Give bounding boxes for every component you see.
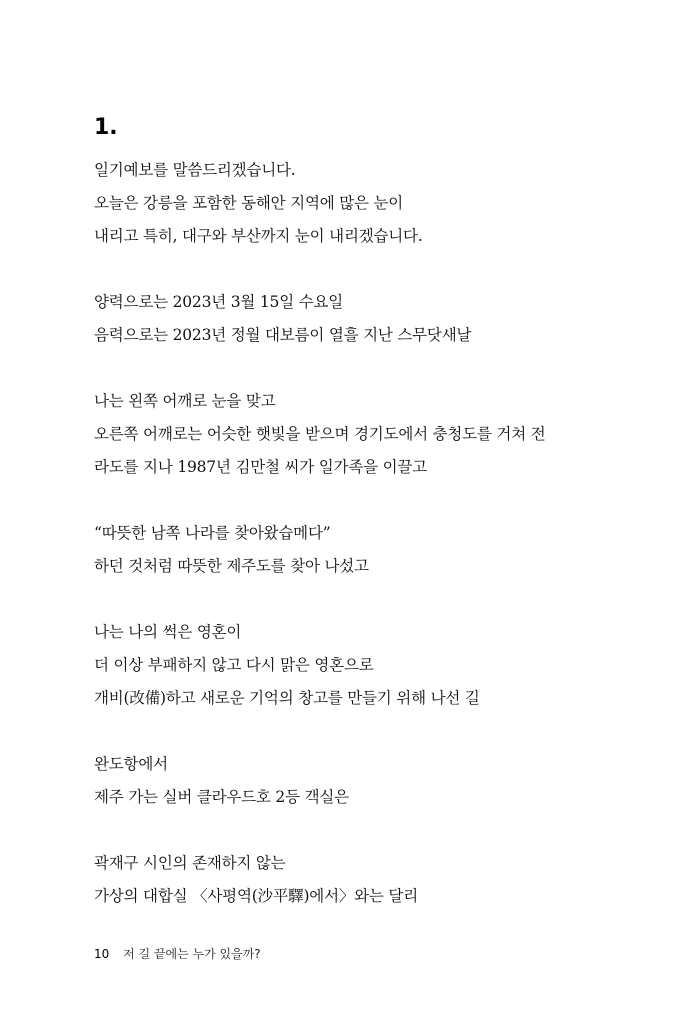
text-line: 오른쪽 어깨로는 어슷한 햇빛을 받으며 경기도에서 충청도를 거쳐 전 — [94, 425, 546, 443]
text-line: 더 이상 부패하지 않고 다시 맑은 영혼으로 — [94, 656, 374, 674]
text-line: 곽재구 시인의 존재하지 않는 — [94, 854, 286, 872]
stanza — [94, 847, 594, 913]
text-line: 하던 것처럼 따뜻한 제주도를 찾아 나섰고 — [94, 557, 369, 575]
text-line: 제주 가는 실버 클라우드호 2등 객실은 — [94, 788, 349, 806]
text-line: 나는 나의 썩은 영혼이 — [94, 623, 242, 641]
text-line: 양력으로는 2023년 3월 15일 수요일 — [94, 293, 344, 311]
text-line: 일기예보를 말씀드리겠습니다. — [94, 161, 296, 179]
text-line: 내리고 특히, 대구와 부산까지 눈이 내리겠습니다. — [94, 227, 423, 245]
text-line: 음력으로는 2023년 정월 대보름이 열흘 지난 스무닷새날 — [94, 326, 472, 344]
section-number: 1. — [94, 115, 118, 140]
text-line: 가상의 대합실 〈사평역(沙平驛)에서〉와는 달리 — [94, 887, 418, 905]
text-line: “따뜻한 남쪽 나라를 찾아왔습메다” — [94, 524, 331, 542]
text-line: 개비(改備)하고 새로운 기억의 창고를 만들기 위해 나선 길 — [94, 689, 480, 707]
stanza — [94, 517, 594, 583]
running-title: 저 길 끝에는 누가 있을까? — [123, 947, 261, 961]
text-line: 나는 왼쪽 어깨로 눈을 맞고 — [94, 392, 276, 410]
page-number: 10 — [94, 947, 110, 961]
poem-body — [94, 154, 594, 946]
text-line: 오늘은 강릉을 포함한 동해안 지역에 많은 눈이 — [94, 194, 404, 212]
stanza — [94, 385, 594, 484]
stanza — [94, 286, 594, 352]
stanza — [94, 748, 594, 814]
text-line: 완도항에서 — [94, 755, 168, 773]
page-footer — [94, 944, 261, 964]
stanza — [94, 616, 594, 715]
text-line: 라도를 지나 1987년 김만철 씨가 일가족을 이끌고 — [94, 458, 427, 476]
stanza — [94, 154, 594, 253]
